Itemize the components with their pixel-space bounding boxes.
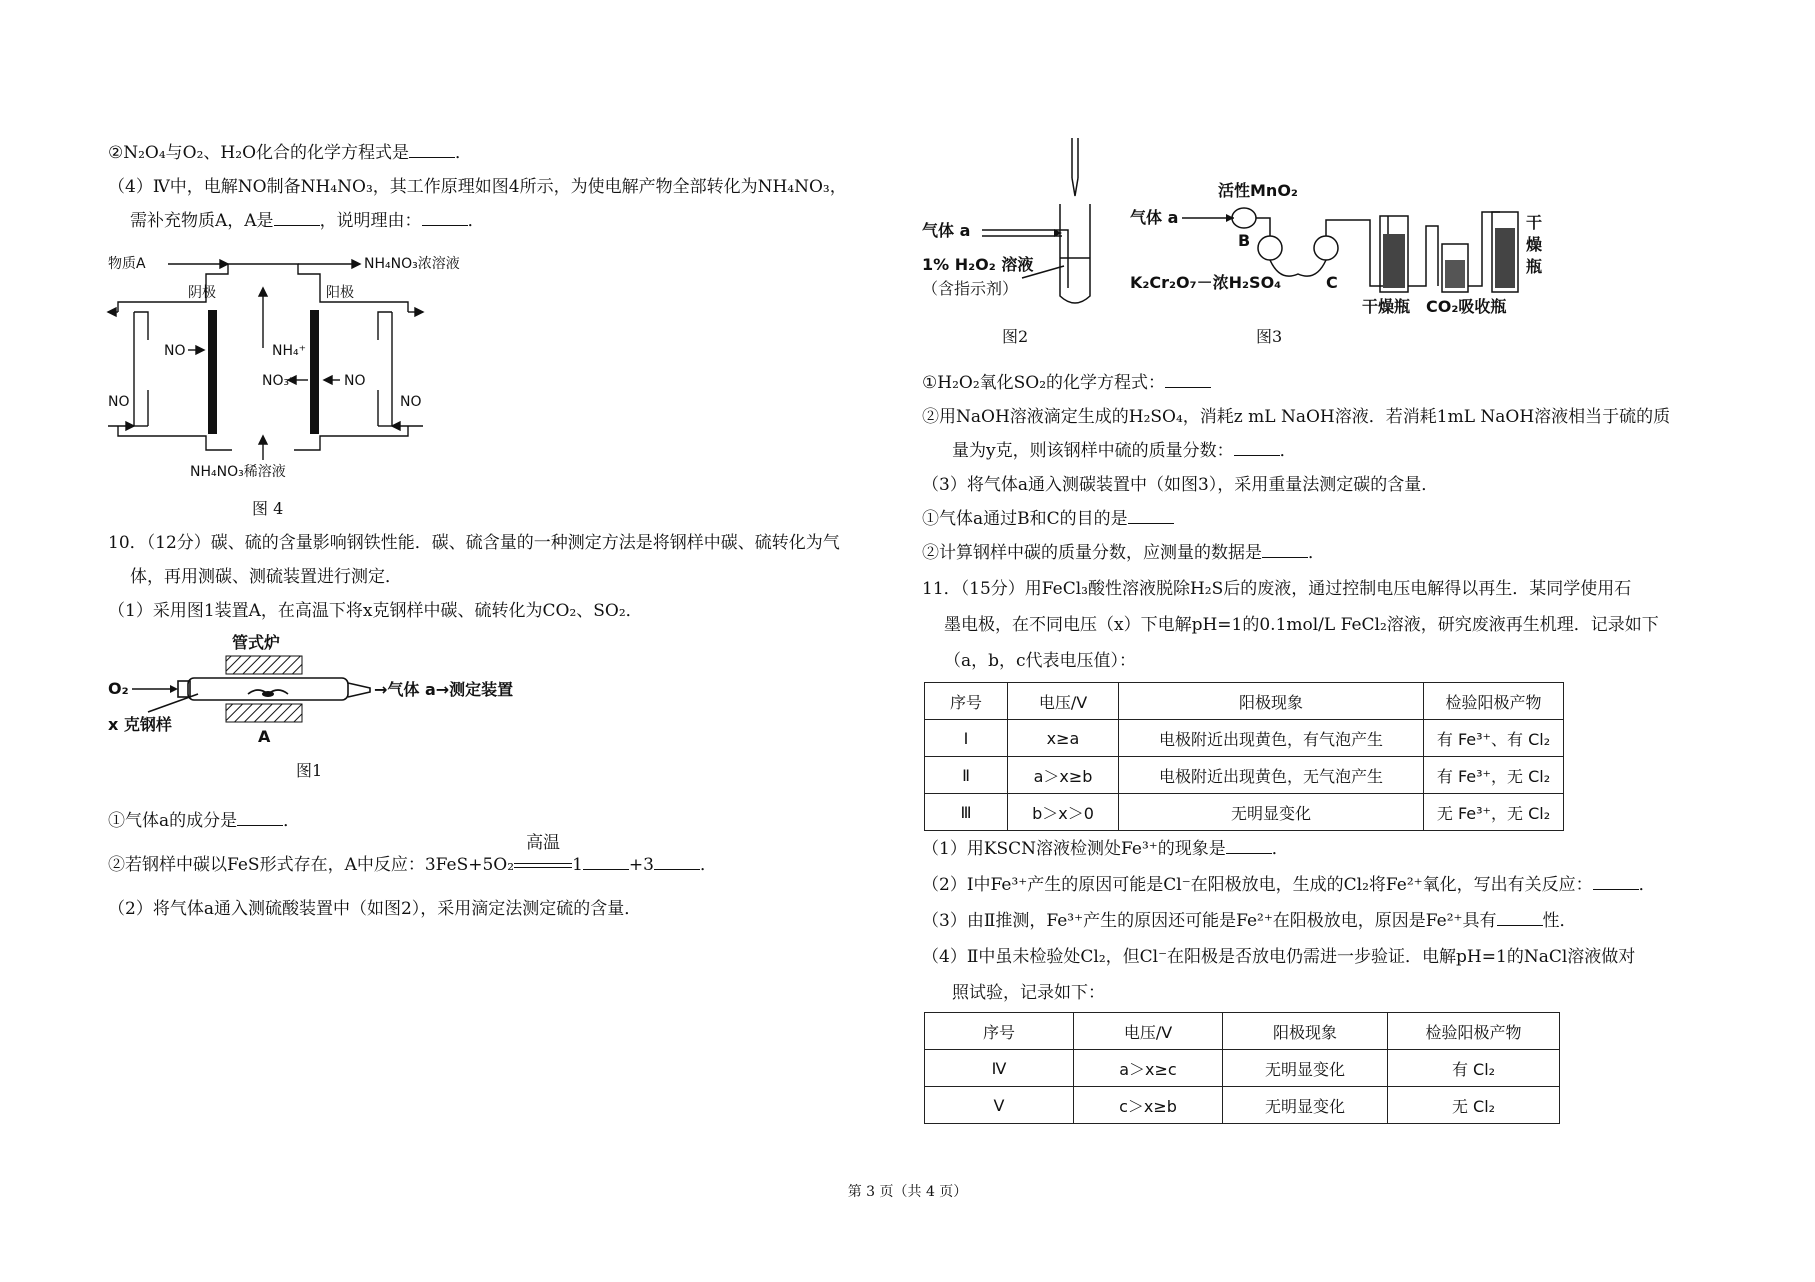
text: ②若钢样中碳以FeS形式存在，A中反应：3FeS+5O₂ — [108, 855, 515, 875]
label-no-3: NO — [108, 394, 130, 410]
answer-blank — [1165, 373, 1211, 388]
cell: 无明显变化 — [1223, 1050, 1388, 1087]
question-11-part3 — [922, 908, 1577, 934]
cell: Ⅴ — [925, 1087, 1074, 1124]
text: ，说明理由： — [319, 211, 422, 231]
cell: 无明显变化 — [1223, 1087, 1388, 1124]
question-10-item2: ②若钢样中碳以FeS形式存在，A中反应：3FeS+5O₂ 高温 1 +3 ． — [108, 852, 717, 878]
label-mno2: 活性MnO₂ — [1218, 181, 1298, 200]
cell: 电极附近出现黄色，有气泡产生 — [1119, 720, 1424, 757]
label-nh4: NH₄⁺ — [272, 343, 307, 359]
header-cell: 序号 — [925, 683, 1008, 720]
cell: 有 Fe³⁺，无 Cl₂ — [1424, 757, 1564, 794]
label-no-2: NO — [344, 373, 366, 389]
equation-condition — [514, 833, 572, 878]
label-steel-sample: x 克钢样 — [108, 715, 172, 734]
table-row — [925, 1087, 1560, 1124]
table-row — [925, 720, 1564, 757]
cell: x≥a — [1008, 720, 1119, 757]
label-o2: O₂ — [108, 679, 129, 698]
question-10-h2o2 — [922, 370, 1211, 396]
table-header — [925, 683, 1564, 720]
figure-2-caption: 图2 — [1002, 327, 1029, 346]
label-device-a: A — [258, 727, 271, 746]
question-10-item1: ①气体a的成分是 ． — [108, 811, 301, 831]
cell: 电极附近出现黄色，无气泡产生 — [1119, 757, 1424, 794]
cell: a＞x≥b — [1008, 757, 1119, 794]
cell: 有 Cl₂ — [1388, 1050, 1560, 1087]
label-substance-a: 物质A — [108, 256, 146, 272]
label-dry-2b: 燥 — [1526, 235, 1543, 254]
text: ①气体a的成分是 — [108, 811, 238, 831]
label-no-1: NO — [164, 343, 186, 359]
table-header — [925, 1013, 1560, 1050]
table-row — [925, 757, 1564, 794]
question-11-line3: （a，b，c代表电压值）： — [944, 651, 1137, 671]
cell: Ⅰ — [925, 720, 1008, 757]
table-2-nacl — [924, 1012, 1560, 1124]
label-indicator: （含指示剂） — [922, 279, 1019, 298]
table-row — [925, 794, 1564, 831]
question-9-part4: （4）Ⅳ中，电解NO制备NH₄NO₃，其工作原理如图4所示，为使电解产物全部转化为NH₄NO₃， — [108, 177, 847, 197]
question-10-naoh-cont: 量为y克，则该钢样中硫的质量分数： ． — [952, 441, 1297, 461]
figure-1-caption: 图1 — [296, 761, 323, 780]
text: ②N₂O₄与O₂、H₂O化合的化学方程式是 — [108, 143, 410, 163]
figure-1-tube-furnace — [108, 630, 568, 750]
answer-blank — [1128, 509, 1174, 524]
answer-blank — [583, 855, 629, 870]
table-row — [925, 1050, 1560, 1087]
question-10-line1: 10．（12分）碳、硫的含量影响钢铁性能．碳、硫含量的一种测定方法是将钢样中碳、硫转化为气 — [108, 533, 840, 553]
text: 1 — [572, 855, 583, 875]
question-9-line-n2o4: ②N₂O₄与O₂、H₂O化合的化学方程式是 ． — [108, 143, 473, 163]
label-cathode: 阴极 — [188, 285, 216, 301]
text: （3）由Ⅱ推测，Fe³⁺产生的原因还可能是Fe²⁺在阳极放电，原因是Fe²⁺具有 — [922, 911, 1497, 931]
text: 量为y克，则该钢样中硫的质量分数： — [952, 441, 1234, 461]
label-no-4: NO — [400, 394, 422, 410]
answer-blank — [409, 143, 455, 158]
dry-bottle-1-fill — [1383, 234, 1405, 288]
cell: a＞x≥c — [1074, 1050, 1223, 1087]
question-10-bc-purpose — [922, 506, 1174, 532]
label-dry-2a: 干 — [1526, 213, 1543, 232]
condition-high-temp: 高温 — [526, 833, 561, 853]
co2-absorber-fill — [1445, 260, 1465, 288]
label-b: B — [1238, 231, 1251, 250]
header-cell: 阳极现象 — [1119, 683, 1424, 720]
equation-equals — [514, 863, 572, 868]
question-10-line2: 体，再用测碳、测硫装置进行测定． — [130, 567, 402, 587]
answer-blank — [274, 211, 320, 226]
label-co2-bottle: CO₂吸收瓶 — [1426, 297, 1507, 316]
header-cell: 阳极现象 — [1223, 1013, 1388, 1050]
text: +3 — [628, 855, 654, 875]
answer-blank — [1593, 875, 1639, 890]
text: （1）用KSCN溶液检测处Fe³⁺的现象是 — [922, 839, 1226, 859]
furnace-bottom — [226, 704, 302, 722]
answer-blank — [237, 811, 283, 826]
text: ②计算钢样中碳的质量分数，应测量的数据是 — [922, 543, 1262, 563]
figure-4-electrolysis-diagram — [108, 240, 460, 480]
cathode-electrode — [208, 310, 217, 434]
question-11-part4-cont: 照试验，记录如下： — [952, 983, 1105, 1003]
label-nh4no3-dilute: NH₄NO₃稀溶液 — [190, 464, 286, 480]
label-gas-a: 气体 a — [922, 221, 971, 240]
furnace-top — [226, 656, 302, 674]
label-h2o2-solution: 1% H₂O₂ 溶液 — [922, 255, 1034, 274]
header-cell: 检验阳极产物 — [1388, 1013, 1560, 1050]
cell: 无 Cl₂ — [1388, 1087, 1560, 1124]
question-10-part3: （3）将气体a通入测碳装置中（如图3），采用重量法测定碳的含量． — [922, 475, 1439, 495]
cell: 有 Fe³⁺、有 Cl₂ — [1424, 720, 1564, 757]
question-10-part1: （1）采用图1装置A，在高温下将x克钢样中碳、硫转化为CO₂、SO₂． — [108, 601, 643, 621]
header-cell: 序号 — [925, 1013, 1074, 1050]
cell: Ⅱ — [925, 757, 1008, 794]
answer-blank — [1497, 911, 1543, 926]
anode-electrode — [310, 310, 319, 434]
question-10-carbon-data: ②计算钢样中碳的质量分数，应测量的数据是 ． — [922, 543, 1325, 563]
label-no3: NO₃⁻ — [262, 373, 297, 389]
figure-3-caption: 图3 — [1256, 327, 1283, 346]
label-c: C — [1326, 273, 1338, 292]
figure-2-sulfur-absorber — [922, 138, 1162, 308]
question-11-part1: （1）用KSCN溶液检测处Fe³⁺的现象是 ． — [922, 839, 1289, 859]
text: ①H₂O₂氧化SO₂的化学方程式： — [922, 373, 1166, 393]
question-11-line2: 墨电极，在不同电压（x）下电解pH=1的0.1mol/L FeCl₂溶液，研究废液再生机理．记录如下 — [944, 615, 1659, 635]
figure-3-carbon-apparatus — [1130, 176, 1550, 316]
answer-blank — [1226, 839, 1272, 854]
question-9-part4-cont: 需补充物质A，A是 ，说明理由： ． — [130, 211, 485, 231]
answer-blank — [1234, 441, 1280, 456]
cell: Ⅳ — [925, 1050, 1074, 1087]
label-dry-bottle-1: 干燥瓶 — [1362, 297, 1411, 316]
header-cell: 电压/V — [1008, 683, 1119, 720]
figure-4-caption: 图 4 — [252, 499, 284, 518]
label-gas-out: →气体 a→测定装置 — [374, 680, 514, 699]
answer-blank — [654, 855, 700, 870]
text: （2）Ⅰ中Fe³⁺产生的原因可能是Cl⁻在阳极放电，生成的Cl₂将Fe²⁺氧化，写出有关反应： — [922, 875, 1593, 895]
question-11-line1: 11．（15分）用FeCl₃酸性溶液脱除H₂S后的废液，通过控制电压电解得以再生．某同学使用石 — [922, 579, 1632, 599]
question-11-part2: （2）Ⅰ中Fe³⁺产生的原因可能是Cl⁻在阳极放电，生成的Cl₂将Fe²⁺氧化，写出有关反应： ． — [922, 875, 1656, 895]
cell: 无明显变化 — [1119, 794, 1424, 831]
text: 需补充物质A，A是 — [130, 211, 274, 231]
question-10-naoh: ②用NaOH溶液滴定生成的H₂SO₄，消耗z mL NaOH溶液．若消耗1mL NaOH溶液相当于硫的质 — [922, 407, 1671, 427]
answer-blank — [422, 211, 468, 226]
text: ①气体a通过B和C的目的是 — [922, 509, 1128, 529]
label-k2cr2o7: K₂Cr₂O₇－浓H₂SO₄ — [1130, 273, 1282, 292]
text: 性． — [1542, 911, 1577, 931]
cell: b＞x＞0 — [1008, 794, 1119, 831]
question-10-part2: （2）将气体a通入测硫酸装置中（如图2），采用滴定法测定硫的含量． — [108, 899, 642, 919]
cell: c＞x≥b — [1074, 1087, 1223, 1124]
label-dry-2c: 瓶 — [1526, 257, 1543, 276]
table-1-fecl2 — [924, 682, 1564, 831]
cell: Ⅲ — [925, 794, 1008, 831]
label-gas-a: 气体 a — [1130, 208, 1179, 227]
page-footer: 第 3 页（共 4 页） — [847, 1184, 968, 1200]
label-nh4no3-conc: NH₄NO₃浓溶液 — [364, 256, 460, 272]
label-furnace: 管式炉 — [232, 633, 281, 652]
question-11-part4: （4）Ⅱ中虽未检验处Cl₂，但Cl⁻在阳极是否放电仍需进一步验证．电解pH=1的NaCl溶液做对 — [922, 947, 1636, 967]
dry-bottle-2-fill — [1495, 228, 1515, 288]
label-anode: 阳极 — [326, 285, 354, 301]
header-cell: 检验阳极产物 — [1424, 683, 1564, 720]
cell: 无 Fe³⁺，无 Cl₂ — [1424, 794, 1564, 831]
header-cell: 电压/V — [1074, 1013, 1223, 1050]
answer-blank — [1262, 543, 1308, 558]
